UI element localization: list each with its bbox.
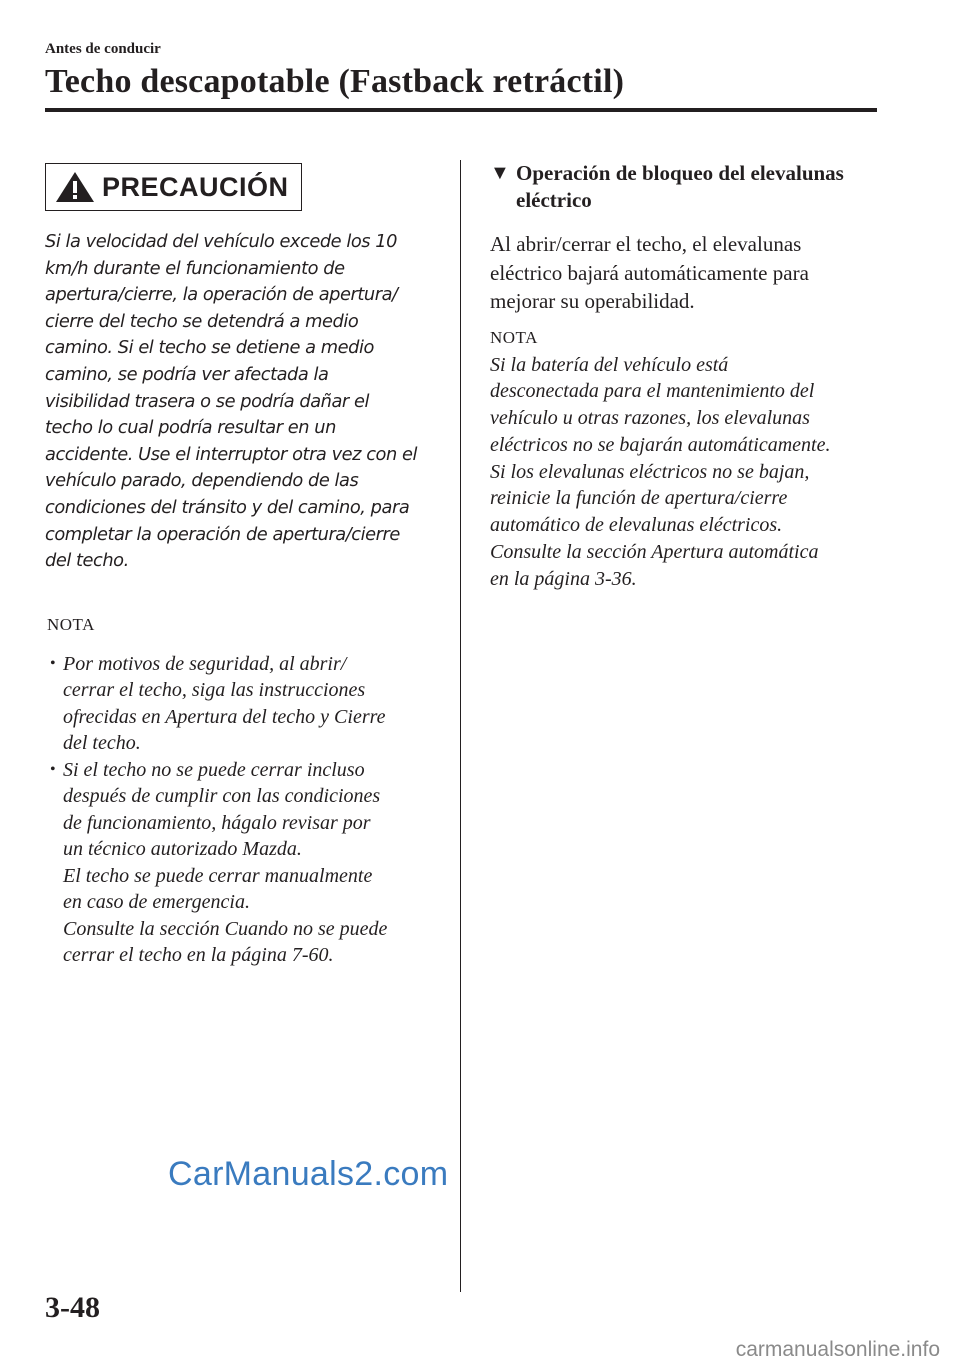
caution-line: condiciones del tránsito y del camino, para xyxy=(45,496,410,518)
note-line: un técnico autorizado Mazda. xyxy=(63,838,302,861)
note-line: cerrar el techo en la página 7-60. xyxy=(63,944,334,967)
note-line: vehículo u otras razones, los elevalunas xyxy=(490,407,810,430)
note-list xyxy=(45,651,430,969)
note-line: Consulte la sección Cuando no se puede xyxy=(63,917,388,940)
page-header xyxy=(45,40,877,102)
note-line: desconectada para el mantenimiento del xyxy=(490,380,815,403)
note-line: en la página 3-36. xyxy=(490,567,637,590)
note-item xyxy=(45,757,430,969)
note-line: Si el techo no se puede cerrar incluso xyxy=(63,758,365,781)
body-line: mejorar su operabilidad. xyxy=(490,289,695,313)
caution-text xyxy=(45,229,430,575)
caution-box xyxy=(45,163,302,211)
note-line: automático de elevalunas eléctricos. xyxy=(490,514,783,537)
caution-line: completar la operación de apertura/cierre xyxy=(45,523,400,545)
warning-triangle-icon xyxy=(54,170,96,204)
note-item xyxy=(45,651,430,757)
note-line: ofrecidas en Apertura del techo y Cierre xyxy=(63,705,386,728)
bullet-icon: • xyxy=(50,760,56,778)
body-line: eléctrico bajará automáticamente para xyxy=(490,260,809,285)
column-divider xyxy=(460,160,461,1292)
heading-line: Operación de bloqueo del elevalunas xyxy=(516,161,844,185)
caution-line: techo lo cual podría resultar en un xyxy=(45,417,336,439)
heading-line: eléctrico xyxy=(516,188,592,212)
note-line: Si los elevalunas eléctricos no se bajan, xyxy=(490,460,810,483)
watermark: CarManuals2.com xyxy=(168,1155,449,1193)
caution-line: vehículo parado, dependiendo de las xyxy=(45,470,359,492)
section-heading xyxy=(490,160,885,214)
header-rule xyxy=(45,108,877,112)
note-line: Por motivos de seguridad, al abrir/ xyxy=(63,652,347,675)
caution-line: del techo. xyxy=(45,550,129,572)
caution-line: camino, se podría ver afectada la xyxy=(45,363,329,385)
caution-line: cierre del techo se detendrá a medio xyxy=(45,310,359,332)
caution-line: km/h durante el funcionamiento de xyxy=(45,257,345,279)
note-line: reinicie la función de apertura/cierre xyxy=(490,487,788,510)
note-text xyxy=(490,352,885,593)
body-paragraph xyxy=(490,230,885,316)
triangle-down-icon: ▼ xyxy=(490,162,510,184)
note-line: eléctricos no se bajarán automáticamente. xyxy=(490,433,831,456)
left-column xyxy=(45,163,430,969)
section-label: Antes de conducir xyxy=(45,41,161,57)
note-line: después de cumplir con las condiciones xyxy=(63,785,381,808)
note-label: NOTA xyxy=(490,327,538,347)
caution-title: PRECAUCIÓN xyxy=(102,171,289,202)
caution-line: Si la velocidad del vehículo excede los 10 xyxy=(45,231,398,252)
note-line: del techo. xyxy=(63,732,141,755)
note-line: Consulte la sección Apertura automática xyxy=(490,541,819,564)
note-line: Si la batería del vehículo está xyxy=(490,353,729,376)
note-label: NOTA xyxy=(47,614,95,634)
page-number: 3-48 xyxy=(45,1291,100,1324)
page-title: Techo descapotable (Fastback retráctil) xyxy=(45,63,625,100)
note-line: El techo se puede cerrar manualmente xyxy=(63,864,373,887)
section-heading-text xyxy=(516,160,844,214)
note-line: de funcionamiento, hágalo revisar por xyxy=(63,811,371,834)
caution-line: visibilidad trasera o se podría dañar el xyxy=(45,390,369,412)
caution-line: apertura/cierre, la operación de apertura/ xyxy=(45,284,398,306)
bullet-icon: • xyxy=(50,654,56,672)
note-line: cerrar el techo, siga las instrucciones xyxy=(63,679,366,702)
right-column xyxy=(490,160,885,593)
note-line: en caso de emergencia. xyxy=(63,891,250,914)
caution-line: accidente. Use el interruptor otra vez con el xyxy=(45,443,417,465)
body-line: Al abrir/cerrar el techo, el elevalunas xyxy=(490,232,802,256)
caution-line: camino. Si el techo se detiene a medio xyxy=(45,337,374,359)
footer-watermark: carmanualsonline.info xyxy=(735,1338,940,1361)
